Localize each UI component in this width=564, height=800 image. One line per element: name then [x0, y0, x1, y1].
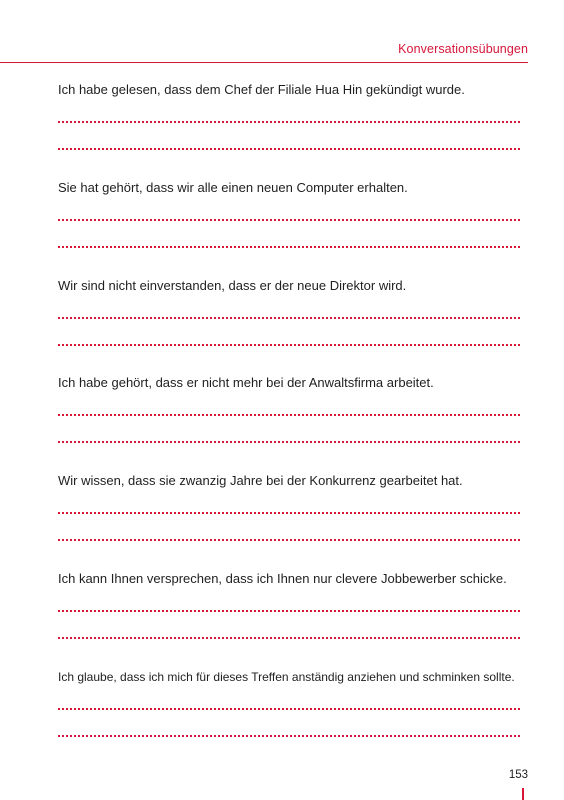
exercise-item	[58, 571, 520, 669]
exercise-sentence: Ich kann Ihnen versprechen, dass ich Ihnen nur clevere Jobbewerber schicke.	[58, 570, 507, 586]
answer-line	[58, 539, 520, 541]
exercise-sentence: Ich habe gelesen, dass dem Chef der Filiale Hua Hin gekündigt wurde.	[58, 82, 465, 97]
answer-line	[58, 148, 520, 150]
answer-line	[58, 610, 520, 612]
answer-line	[58, 344, 520, 346]
answer-line	[58, 414, 520, 416]
exercise-list	[58, 82, 520, 767]
answer-line	[58, 219, 520, 221]
exercise-item	[58, 278, 520, 376]
page-marker	[522, 788, 524, 800]
exercise-sentence: Wir sind nicht einverstanden, dass er der neue Direktor wird.	[58, 277, 407, 293]
exercise-sentence: Ich glaube, dass ich mich für dieses Treffen anständig anziehen und schminken sollte.	[58, 669, 515, 684]
exercise-sentence: Sie hat gehört, dass wir alle einen neuen Computer erhalten.	[58, 179, 408, 195]
exercise-sentence: Wir wissen, dass sie zwanzig Jahre bei der Konkurrenz gearbeitet hat.	[58, 473, 463, 489]
exercise-item	[58, 669, 520, 767]
exercise-sentence: Ich habe gehört, dass er nicht mehr bei der Anwaltsfirma arbeitet.	[58, 375, 434, 391]
answer-line	[58, 708, 520, 710]
header-divider	[0, 62, 528, 63]
page-number: 153	[508, 769, 528, 781]
answer-line	[58, 246, 520, 248]
answer-line	[58, 735, 520, 737]
answer-line	[58, 512, 520, 514]
answer-line	[58, 441, 520, 443]
exercise-item	[58, 375, 520, 473]
exercise-item	[58, 180, 520, 278]
exercise-item	[58, 82, 520, 180]
section-title: Konversationsübungen	[398, 42, 528, 56]
answer-line	[58, 317, 520, 319]
answer-line	[58, 121, 520, 123]
exercise-item	[58, 473, 520, 571]
answer-line	[58, 637, 520, 639]
